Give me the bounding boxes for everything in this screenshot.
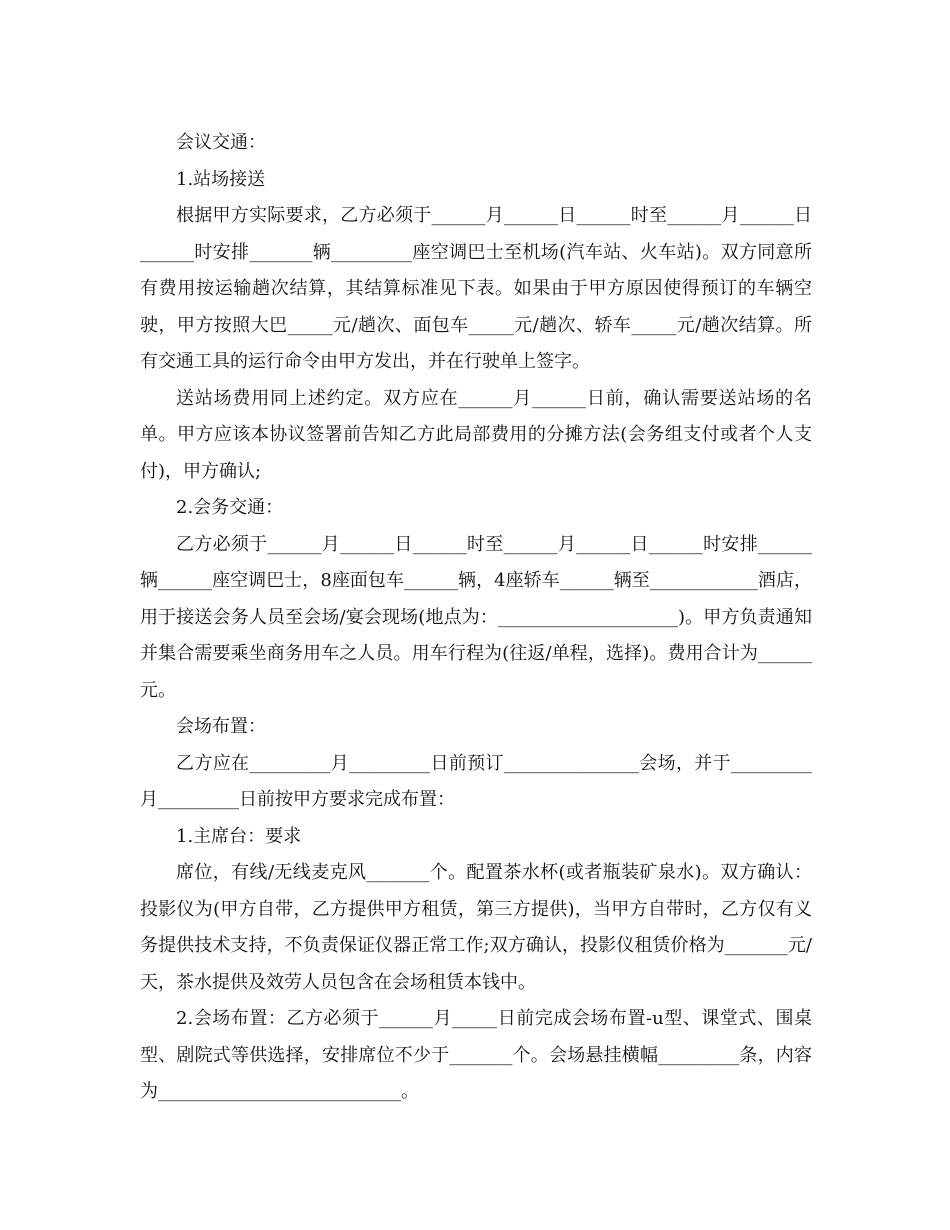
paragraph-station-dropoff-terms: 送站场费用同上述约定。双方应在______月______日前，确认需要送站场的名单。甲方应该本协议签署前告知乙方此局部费用的分摊方法(会务组支付或者个人支付)，甲方确认; xyxy=(140,387,812,482)
subheading-main-stage: 1.主席台：要求 xyxy=(176,825,302,847)
heading-meeting-transport: 会议交通： xyxy=(176,132,266,153)
paragraph-main-stage-terms: 席位，有线/无线麦克风_______个。配置茶水杯(或者瓶装矿泉水)。双方确认：投影仪为(甲方自带，乙方提供甲方租赁，第三方提供)，当甲方自带时，乙方仅有义务提供技术支持，不负责保证仪器正常工作;双方确认，投影仪租赁价格为_______元/天，茶水提供及效劳人员包含在会场租赁本钱中。 xyxy=(140,862,812,993)
subheading-conference-transport: 2.会务交通： xyxy=(176,497,284,518)
heading-venue-setup: 会场布置： xyxy=(176,716,266,737)
paragraph-conference-transport-terms: 乙方必须于______月______日______时至______月______日______时安排______辆______座空调巴士，8座面包车______辆，4座轿车______辆至____________酒店，用于接送会务人员至会场/宴会现场(地点为：____________________)。甲方负责通知并集合需要乘坐商务用车之人员。用车行程为(往返/单程，选择)。费用合计为______元。 xyxy=(140,533,812,701)
paragraph-station-pickup-terms: 根据甲方实际要求，乙方必须于______月______日______时至______月______日______时安排_______辆_________座空调巴士至机场(汽车站、火车站)。双方同意所有费用按运输趟次结算，其结算标准见下表。如果由于甲方原因使得预订的车辆空驶，甲方按照大巴_____元/趟次、面包车_____元/趟次、轿车_____元/趟次结算。所有交通工具的运行命令由甲方发出，并在行驶单上签字。 xyxy=(140,205,812,372)
paragraph-venue-booking: 乙方应在_________月_________日前预订_______________会场，并于_________月_________日前按甲方要求完成布置： xyxy=(140,752,812,810)
subheading-station-transfer: 1.站场接送 xyxy=(176,168,266,190)
document-page xyxy=(140,125,812,1111)
paragraph-venue-layout-terms: 2.会场布置：乙方必须于______月_____日前完成会场布置-u型、课堂式、围桌型、剧院式等供选择，安排席位不少于_______个。会场悬挂横幅_________条，内容为___________________________。 xyxy=(140,1008,812,1102)
